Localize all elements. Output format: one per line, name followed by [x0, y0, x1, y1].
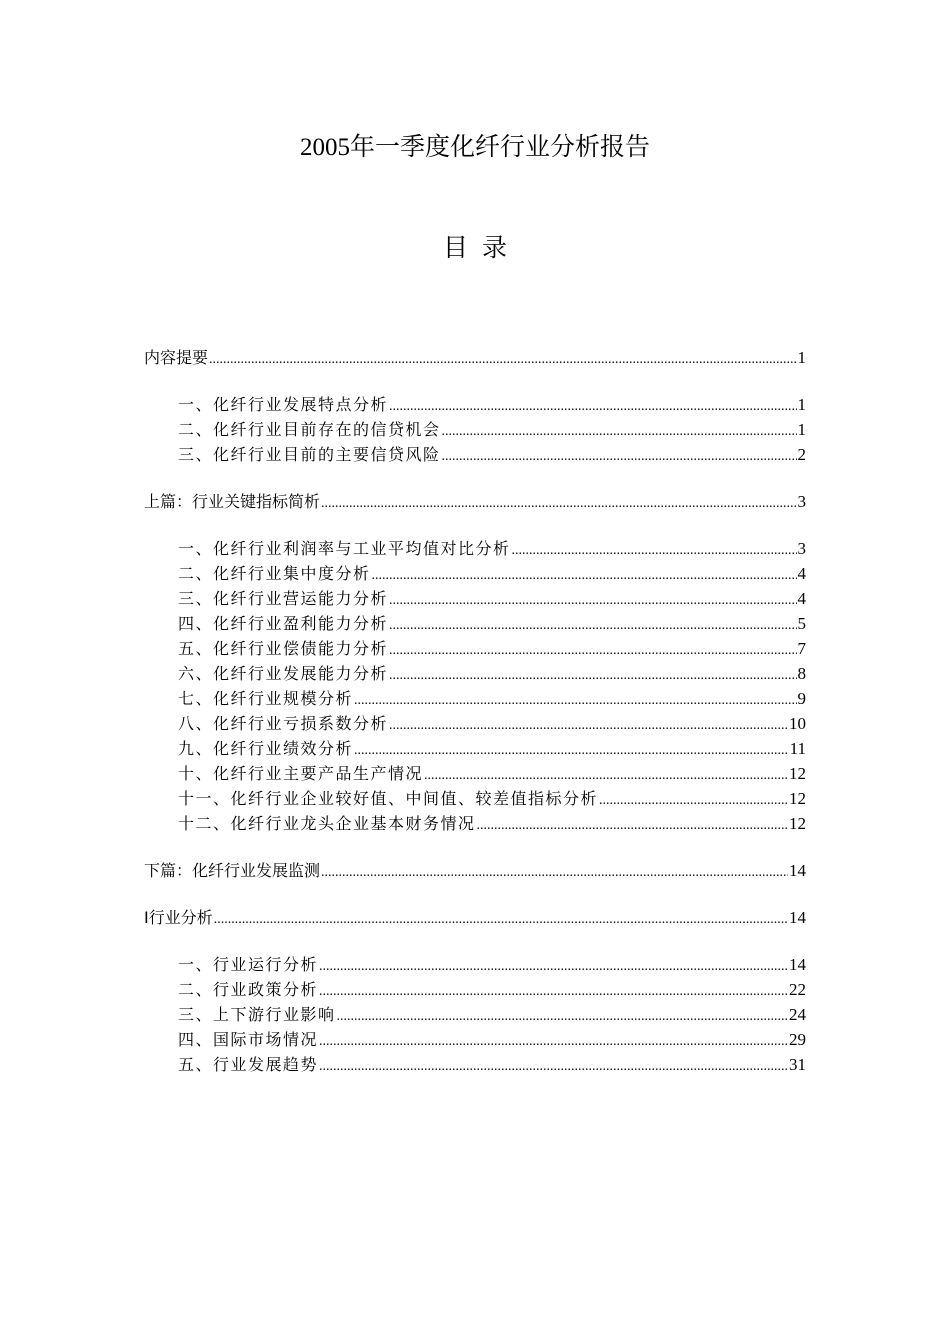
toc-page-number: 5	[797, 614, 806, 633]
toc-page-number: 24	[789, 1005, 806, 1024]
toc-dot-leader	[442, 424, 797, 440]
toc-entry-label: 六、化纤行业发展能力分析	[178, 664, 389, 683]
toc-page-number: 11	[789, 739, 806, 758]
toc-subsection-entry[interactable]	[144, 1027, 806, 1053]
toc-subsection-entry[interactable]	[144, 736, 806, 762]
toc-dot-leader	[319, 984, 788, 1000]
toc-subsection-entry[interactable]	[144, 977, 806, 1003]
toc-page-number: 1	[797, 420, 806, 439]
toc-page-number: 22	[789, 980, 806, 999]
toc-dot-leader	[599, 793, 788, 809]
toc-dot-leader	[477, 818, 788, 834]
toc-page-number: 14	[789, 955, 806, 974]
toc-subsection-entry[interactable]	[144, 392, 806, 418]
toc-entry-label: 四、化纤行业盈利能力分析	[178, 614, 389, 633]
toc-page-number: 8	[797, 664, 806, 683]
toc-entry-label: 三、上下游行业影响	[178, 1005, 336, 1024]
toc-subsection-entry[interactable]	[144, 1002, 806, 1028]
toc-dot-leader	[319, 1034, 788, 1050]
toc-page-number: 3	[797, 492, 806, 511]
toc-entry-label: 五、化纤行业偿债能力分析	[178, 639, 389, 658]
toc-subsection-entry[interactable]	[144, 786, 806, 812]
toc-entry-label: 十二、化纤行业龙头企业基本财务情况	[178, 814, 476, 833]
toc-dot-leader	[442, 449, 797, 465]
toc-entry-label: 三、化纤行业营运能力分析	[178, 589, 389, 608]
toc-entry-label: 八、化纤行业亏损系数分析	[178, 714, 389, 733]
toc-dot-leader	[512, 543, 797, 559]
toc-subsection-entry[interactable]	[144, 1052, 806, 1078]
toc-page-number: 29	[789, 1030, 806, 1049]
toc-entry-label: 上篇：行业关键指标简析	[144, 492, 321, 511]
toc-entry-label: 三、化纤行业目前的主要信贷风险	[178, 445, 441, 464]
toc-dot-leader	[389, 618, 796, 634]
toc-page-number: 31	[789, 1055, 806, 1074]
toc-entry-label: 一、化纤行业发展特点分析	[178, 395, 389, 414]
toc-page-number: 12	[789, 764, 806, 783]
toc-dot-leader	[321, 865, 788, 881]
toc-subsection-entry[interactable]	[144, 536, 806, 562]
toc-dot-leader	[372, 568, 797, 584]
toc-dot-leader	[214, 912, 788, 928]
toc-heading: 目录	[442, 233, 521, 262]
toc-subsection-entry[interactable]	[144, 711, 806, 737]
toc-entry-label: 一、化纤行业利润率与工业平均值对比分析	[178, 539, 511, 558]
toc-entry-label: 二、行业政策分析	[178, 980, 319, 999]
toc-dot-leader	[389, 718, 788, 734]
toc-subsection-entry[interactable]	[144, 636, 806, 662]
toc-page-number: 12	[789, 789, 806, 808]
toc-entry-label: 十、化纤行业主要产品生产情况	[178, 764, 424, 783]
toc-entry-label: 二、化纤行业目前存在的信贷机会	[178, 420, 441, 439]
toc-section-entry[interactable]	[144, 489, 806, 515]
toc-section-entry[interactable]	[144, 905, 806, 931]
toc-entry-label: 五、行业发展趋势	[178, 1055, 319, 1074]
toc-dot-leader	[319, 959, 788, 975]
toc-page-number: 12	[789, 814, 806, 833]
toc-section-entry[interactable]	[144, 345, 806, 371]
toc-entry-label: 十一、化纤行业企业较好值、中间值、较差值指标分析	[178, 789, 599, 808]
document-title: 2005年一季度化纤行业分析报告	[299, 134, 650, 161]
toc-page-number: 2	[797, 445, 806, 464]
toc-subsection-entry[interactable]	[144, 442, 806, 468]
toc-page-number: 7	[797, 639, 806, 658]
toc-subsection-entry[interactable]	[144, 811, 806, 837]
toc-page-number: 4	[797, 564, 806, 583]
toc-subsection-entry[interactable]	[144, 417, 806, 443]
toc-subsection-entry[interactable]	[144, 952, 806, 978]
toc-entry-label: 九、化纤行业绩效分析	[178, 739, 354, 758]
toc-page-number: 1	[797, 348, 806, 367]
toc-dot-leader	[424, 768, 788, 784]
toc-page-number: 4	[797, 589, 806, 608]
toc-entry-label: 二、化纤行业集中度分析	[178, 564, 371, 583]
toc-entry-label: 七、化纤行业规模分析	[178, 689, 354, 708]
toc-page-number: 10	[789, 714, 806, 733]
toc-entry-label: 一、行业运行分析	[178, 955, 319, 974]
toc-entry-label: I行业分析	[144, 908, 213, 927]
toc-page-number: 14	[789, 861, 806, 880]
toc-dot-leader	[389, 399, 796, 415]
toc-page-number: 14	[789, 908, 806, 927]
toc-page-number: 9	[797, 689, 806, 708]
toc-dot-leader	[321, 496, 796, 512]
toc-subsection-entry[interactable]	[144, 561, 806, 587]
toc-dot-leader	[389, 643, 796, 659]
toc-dot-leader	[209, 352, 796, 368]
toc-dot-leader	[354, 743, 789, 759]
toc-dot-leader	[389, 668, 796, 684]
toc-entry-label: 下篇：化纤行业发展监测	[144, 861, 321, 880]
toc-dot-leader	[354, 693, 796, 709]
toc-page-number: 3	[797, 539, 806, 558]
toc-section-entry[interactable]	[144, 858, 806, 884]
toc-entry-label: 四、国际市场情况	[178, 1030, 319, 1049]
toc-dot-leader	[337, 1009, 788, 1025]
toc-subsection-entry[interactable]	[144, 586, 806, 612]
toc-dot-leader	[319, 1059, 788, 1075]
toc-entry-label: 内容提要	[144, 348, 209, 367]
toc-subsection-entry[interactable]	[144, 661, 806, 687]
toc-subsection-entry[interactable]	[144, 761, 806, 787]
toc-dot-leader	[389, 593, 796, 609]
toc-subsection-entry[interactable]	[144, 611, 806, 637]
toc-page-number: 1	[797, 395, 806, 414]
toc-subsection-entry[interactable]	[144, 686, 806, 712]
